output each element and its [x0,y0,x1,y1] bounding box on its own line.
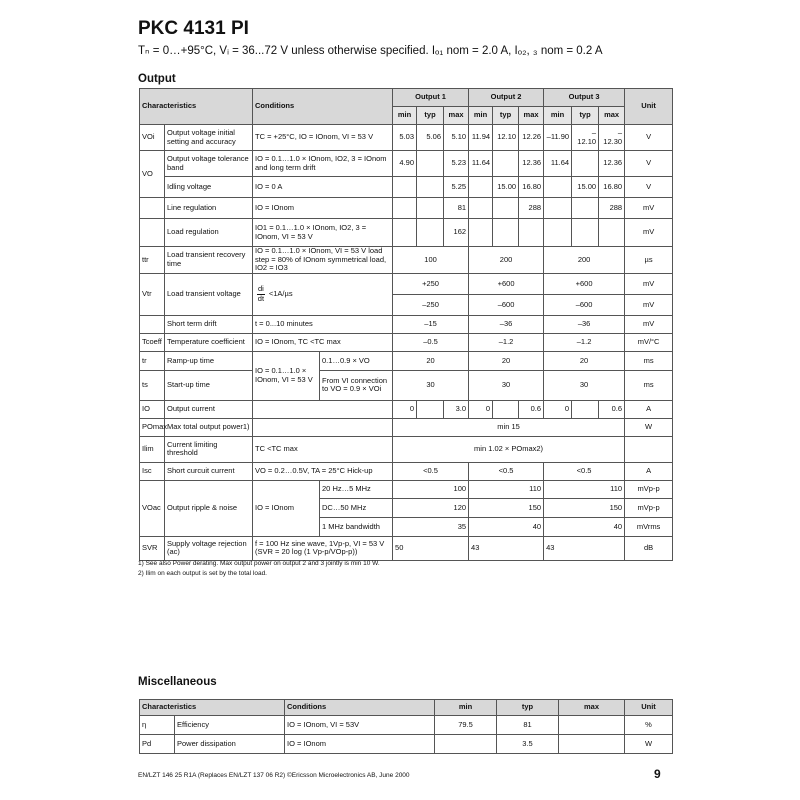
value-cell: 0.6 [519,400,544,418]
condition-cell: From VI connection to VO = 0.9 × VOi [320,370,393,400]
value-cell: 11.94 [469,125,493,151]
symbol-cell: VO [140,151,165,198]
value-cell: –12.30 [599,125,625,151]
value-cell [435,735,497,754]
col-conditions: Conditions [285,700,435,716]
value-cell: min 1.02 × POmax2) [393,436,625,462]
value-cell [493,151,519,177]
value-cell: 40 [469,517,544,536]
value-cell: 40 [544,517,625,536]
value-cell: 81 [444,198,469,219]
value-cell: –15 [393,315,469,333]
value-cell: +250 [393,273,469,294]
condition-cell [253,400,393,418]
value-cell: 79.5 [435,716,497,735]
value-cell: 16.80 [599,177,625,198]
value-cell: 20 [393,351,469,370]
characteristic-cell: Line regulation [165,198,253,219]
value-cell: 0 [393,400,417,418]
condition-cell: VO = 0.2…0.5V, TA = 25°C Hick-up [253,462,393,480]
col-typ: typ [493,107,519,125]
value-cell [559,735,625,754]
value-cell: 150 [469,498,544,517]
symbol-cell: Isc [140,462,165,480]
value-cell: 5.06 [417,125,444,151]
value-cell [572,151,599,177]
value-cell: 16.80 [519,177,544,198]
value-cell [393,219,417,247]
value-cell: 3.0 [444,400,469,418]
table-row [140,198,673,219]
value-cell: 20 [469,351,544,370]
footnote: 2) Ilim on each output is set by the total load. [138,569,267,577]
value-cell: 81 [497,716,559,735]
condition-cell [253,273,393,315]
col-typ: typ [497,700,559,716]
condition-cell: t = 0...10 minutes [253,315,393,333]
table-row [140,219,673,247]
unit-cell: A [625,462,673,480]
condition-cell: TC <TC max [253,436,393,462]
condition-cell: 0.1…0.9 × VO [320,351,393,370]
output-table [139,88,673,561]
value-cell: 110 [544,480,625,498]
value-cell: 4.90 [393,151,417,177]
table-row [140,436,673,462]
value-cell [572,400,599,418]
value-cell [599,219,625,247]
symbol-cell: IO [140,400,165,418]
value-cell: min 15 [393,418,625,436]
characteristic-cell: Short term drift [165,315,253,333]
condition-cell: IO = 0.1…1.0 × IOnom, VI = 53 V [253,351,320,400]
condition-cell: IO = IOnom [253,198,393,219]
value-cell: 11.64 [469,151,493,177]
characteristic-cell: Load transient recovery time [165,247,253,274]
misc-table [139,699,673,754]
value-cell [393,177,417,198]
unit-cell: mV [625,273,673,294]
col-min: min [393,107,417,125]
condition-cell: IO = IOnom, TC <TC max [253,333,393,351]
symbol-cell: POmax [140,418,165,436]
col-unit: Unit [625,89,673,125]
unit-cell: W [625,735,673,754]
value-cell: +600 [544,273,625,294]
table-row [140,125,673,151]
value-cell: –250 [393,294,469,315]
value-cell: 162 [444,219,469,247]
fraction-denominator: dt [257,293,265,303]
characteristic-cell: Ramp-up time [165,351,253,370]
value-cell: 12.36 [519,151,544,177]
condition-cell: IO = 0.1…1.0 × IOnom, IO2, 3 = IOnom and long term drift [253,151,393,177]
value-cell: 0 [469,400,493,418]
col-conditions: Conditions [253,89,393,125]
condition-cell: IO = IOnom, VI = 53V [285,716,435,735]
unit-cell: % [625,716,673,735]
symbol-cell: η [140,716,175,735]
condition-cell: IO1 = 0.1…1.0 × IOnom, IO2, 3 = IOnom, VI = 53 V [253,219,393,247]
value-cell: 5.03 [393,125,417,151]
characteristic-cell: Output voltage initial setting and accuracy [165,125,253,151]
value-cell: 288 [519,198,544,219]
symbol-cell: Pd [140,735,175,754]
value-cell [493,219,519,247]
condition-cell: IO = IOnom [285,735,435,754]
value-cell: 120 [393,498,469,517]
footnote: 1) See also Power derating. Max output power on output 2 and 3 jointly is min 10 W. [138,560,380,567]
page-number: 9 [654,767,661,781]
unit-cell: V [625,151,673,177]
table-row [140,370,673,400]
unit-cell: mV/°C [625,333,673,351]
value-cell: 0 [544,400,572,418]
condition-cell: 1 MHz bandwidth [320,517,393,536]
output-heading: Output [138,73,176,85]
fraction-tail: <1A/µs [268,289,293,299]
characteristic-cell: Supply voltage rejection (ac) [165,536,253,560]
characteristic-cell: Load regulation [165,219,253,247]
value-cell: 12.10 [493,125,519,151]
symbol-cell: tr [140,351,165,370]
page-title: PKC 4131 PI [138,18,249,39]
col-characteristics: Characteristics [140,89,253,125]
value-cell [544,219,572,247]
symbol-cell [140,198,165,219]
unit-cell: mVp-p [625,498,673,517]
value-cell: 43 [469,536,544,560]
value-cell: 20 [544,351,625,370]
table-row [140,351,673,370]
value-cell [417,151,444,177]
value-cell: 11.64 [544,151,572,177]
table-row [140,151,673,177]
symbol-cell: SVR [140,536,165,560]
value-cell [519,219,544,247]
value-cell [469,177,493,198]
value-cell: <0.5 [393,462,469,480]
unit-cell: W [625,418,673,436]
col-unit: Unit [625,700,673,716]
unit-cell: µs [625,247,673,274]
value-cell: 3.5 [497,735,559,754]
unit-cell: mVrms [625,517,673,536]
unit-cell: ms [625,351,673,370]
col-output3: Output 3 [544,89,625,107]
table-row [140,480,673,498]
condition-cell: TC = +25°C, IO = IOnom, VI = 53 V [253,125,393,151]
table-row [140,536,673,560]
col-output1: Output 1 [393,89,469,107]
value-cell: +600 [469,273,544,294]
table-row [140,462,673,480]
value-cell: 50 [393,536,469,560]
col-min: min [435,700,497,716]
value-cell [469,198,493,219]
table-row [140,333,673,351]
symbol-cell: Tcoeff [140,333,165,351]
unit-cell: mVp-p [625,480,673,498]
col-typ: typ [572,107,599,125]
value-cell: 12.26 [519,125,544,151]
table-row [140,716,673,735]
value-cell: 5.10 [444,125,469,151]
value-cell [572,219,599,247]
value-cell [544,177,572,198]
value-cell: –600 [544,294,625,315]
table-row [140,735,673,754]
value-cell: 5.25 [444,177,469,198]
col-max: max [519,107,544,125]
table-row [140,247,673,274]
table-row [140,315,673,333]
col-min: min [469,107,493,125]
unit-cell: mV [625,219,673,247]
value-cell [417,400,444,418]
value-cell: 15.00 [493,177,519,198]
unit-cell: mV [625,198,673,219]
table-row [140,273,673,294]
value-cell: 12.36 [599,151,625,177]
value-cell: 30 [544,370,625,400]
symbol-cell [140,315,165,333]
value-cell: 15.00 [572,177,599,198]
value-cell: 100 [393,247,469,274]
unit-cell: ms [625,370,673,400]
value-cell: 43 [544,536,625,560]
misc-heading: Miscellaneous [138,676,217,688]
symbol-cell [140,219,165,247]
value-cell: 100 [393,480,469,498]
value-cell [572,198,599,219]
col-min: min [544,107,572,125]
symbol-cell: ttr [140,247,165,274]
value-cell [417,177,444,198]
value-cell: 288 [599,198,625,219]
condition-cell: 20 Hz…5 MHz [320,480,393,498]
value-cell: –12.10 [572,125,599,151]
characteristic-cell: Temperature coefficient [165,333,253,351]
condition-cell: IO = 0.1…1.0 × IOnom, VI = 53 V load step = 80% of IOnom symmetrical load, IO2 = IO3 [253,247,393,274]
value-cell [544,198,572,219]
value-cell: –36 [544,315,625,333]
value-cell: <0.5 [544,462,625,480]
value-cell: <0.5 [469,462,544,480]
value-cell: 150 [544,498,625,517]
characteristic-cell: Start-up time [165,370,253,400]
value-cell: 30 [393,370,469,400]
value-cell: –1.2 [469,333,544,351]
value-cell: 5.23 [444,151,469,177]
value-cell: –36 [469,315,544,333]
value-cell: –600 [469,294,544,315]
col-max: max [559,700,625,716]
unit-cell: mV [625,315,673,333]
table-row [140,400,673,418]
characteristic-cell: Current limiting threshold [165,436,253,462]
unit-cell: A [625,400,673,418]
col-output2: Output 2 [469,89,544,107]
unit-cell: V [625,177,673,198]
value-cell: 35 [393,517,469,536]
value-cell: –1.2 [544,333,625,351]
value-cell [559,716,625,735]
condition-cell: IO = 0 A [253,177,393,198]
fraction [257,285,265,303]
condition-cell: DC…50 MHz [320,498,393,517]
characteristic-cell: Short curcuit current [165,462,253,480]
symbol-cell: Ilim [140,436,165,462]
characteristic-cell: Efficiency [175,716,285,735]
unit-cell [625,436,673,462]
value-cell: 110 [469,480,544,498]
unit-cell: V [625,125,673,151]
symbol-cell: Vtr [140,273,165,315]
table-row [140,177,673,198]
condition-cell [253,418,393,436]
di-dt-fraction [255,285,293,303]
operating-conditions: Tₙ = 0…+95°C, Vᵢ = 36...72 V unless otherwise specified. Iₒ₁ nom = 2.0 A, Iₒ₂, ₃ nom = 0.2 A [138,45,603,57]
value-cell [469,219,493,247]
condition-cell: IO = IOnom [253,480,320,536]
value-cell: –11.90 [544,125,572,151]
value-cell: –0.5 [393,333,469,351]
value-cell: 30 [469,370,544,400]
value-cell: 200 [544,247,625,274]
characteristic-cell: Load transient voltage [165,273,253,315]
table-row [140,418,673,436]
characteristic-cell: Output ripple & noise [165,480,253,536]
value-cell [493,400,519,418]
value-cell: 0.6 [599,400,625,418]
page-footer: EN/LZT 146 25 R1A (Replaces EN/LZT 137 06 R2) ©Ericsson Microelectronics AB, June 2000 [138,772,410,779]
value-cell [393,198,417,219]
unit-cell: dB [625,536,673,560]
footnotes [138,559,380,579]
col-max: max [444,107,469,125]
characteristic-cell: Output current [165,400,253,418]
symbol-cell: ts [140,370,165,400]
condition-cell: f = 100 Hz sine wave, 1Vp-p, VI = 53 V (SVR = 20 log (1 Vp-p/VOp-p)) [253,536,393,560]
characteristic-cell: Output voltage tolerance band [165,151,253,177]
col-typ: typ [417,107,444,125]
col-max: max [599,107,625,125]
value-cell [417,219,444,247]
value-cell [493,198,519,219]
col-characteristics: Characteristics [140,700,285,716]
symbol-cell: VOac [140,480,165,536]
symbol-cell: VOi [140,125,165,151]
fraction-numerator: di [258,284,264,294]
unit-cell: mV [625,294,673,315]
characteristic-cell: Idling voltage [165,177,253,198]
value-cell [417,198,444,219]
characteristic-cell: Power dissipation [175,735,285,754]
value-cell: 200 [469,247,544,274]
characteristic-cell: Max total output power1) [165,418,253,436]
